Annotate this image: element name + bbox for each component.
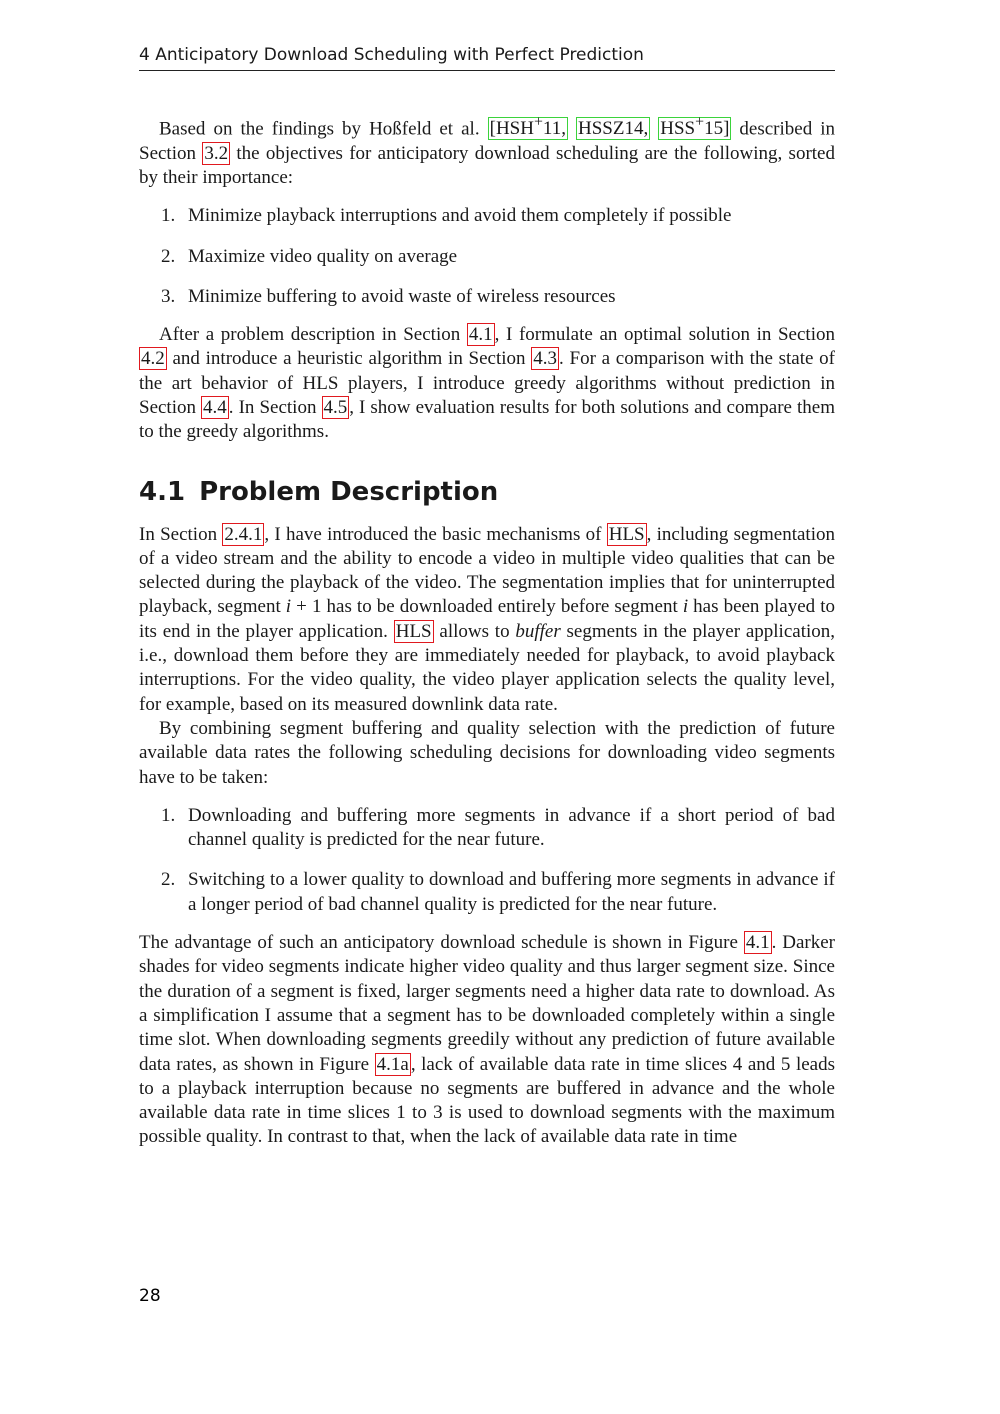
text-run: , including segmentation of a video stream and the ability to encode a video in multiple video qualities that can be selected during the playback of the video. The segmentation implies that for uninterrupted playback, segment <box>139 523 835 618</box>
list-number: 1. <box>161 205 176 227</box>
section-link-4-2[interactable]: 4.2 <box>141 348 165 370</box>
page <box>139 40 835 1150</box>
list-number: 2. <box>161 245 176 267</box>
acronym-link-hls[interactable]: HLS <box>608 523 645 545</box>
list-text: Downloading and buffering more segments in advance if a short period of bad channel quality is predicted for the near future. <box>188 804 835 851</box>
math-text: + 1 <box>291 596 322 618</box>
section-heading <box>139 475 835 509</box>
text-run: segments in the player application, i.e., download them before they are immediately needed for playback, to avoid playback interruptions. For the video quality, the video player application selects the quality level, for example, based on its measured downlink data rate. <box>139 620 836 715</box>
text-run: , I show evaluation results for both solutions and compare them to the greedy algorithms. <box>139 397 835 443</box>
decisions-list <box>139 804 835 917</box>
acronym-link-hls[interactable]: HLS <box>395 620 432 642</box>
intro-paragraph-2 <box>139 323 835 444</box>
figure-link-4-1[interactable]: 4.1 <box>745 932 770 954</box>
section-paragraph-1 <box>139 523 835 717</box>
text-run: In Section <box>139 523 223 545</box>
list-text: Switching to a lower quality to download and buffering more segments in advance if a longer period of bad channel quality is predicted for the near future. <box>188 869 835 915</box>
section-link-4-1[interactable]: 4.1 <box>468 324 493 346</box>
citation-sup: + <box>695 114 705 131</box>
text-run: . For a comparison with the state of the art behavior of HLS players, I introduce greedy algorithms without prediction in Section <box>139 348 836 418</box>
section-link-4-5[interactable]: 4.5 <box>323 397 348 418</box>
text-run: has to be downloaded entirely before segment <box>321 596 683 618</box>
citation-link-hssz14[interactable]: HSSZ14, <box>578 118 649 140</box>
list-item <box>139 204 835 228</box>
citation-link-hss15[interactable] <box>658 114 731 140</box>
text-run: described in Section <box>139 118 836 164</box>
emphasis: buffer <box>515 620 561 642</box>
citation-text: [HSH <box>489 118 534 140</box>
math-variable: i <box>285 596 292 618</box>
citation-link-hsh11[interactable] <box>488 114 568 140</box>
section-paragraph-2: By combining segment buffering and quality selection with the prediction of future available data rates the following scheduling decisions for downloading video segments have to be taken: <box>139 717 835 788</box>
text-run: allows to <box>433 620 516 642</box>
intro-paragraph-1 <box>139 111 835 190</box>
section-link-4-4[interactable]: 4.4 <box>203 397 227 418</box>
objectives-list <box>139 204 835 309</box>
section-body <box>139 523 835 1150</box>
text-run: . In Section <box>228 397 322 418</box>
text-run: the objectives for anticipatory download scheduling are the following, sorted by their importance: <box>139 142 835 188</box>
list-item <box>139 804 835 853</box>
text-run: After a problem description in Section <box>159 324 467 346</box>
math-variable: i <box>682 596 689 618</box>
citation-text: 11, <box>542 118 566 140</box>
list-text: Maximize video quality on average <box>188 245 458 267</box>
citation-sup: + <box>533 114 543 131</box>
list-number: 1. <box>161 804 176 826</box>
figure-link-4-1a[interactable]: 4.1a <box>376 1053 409 1075</box>
section-paragraph-3 <box>139 931 835 1150</box>
list-item <box>139 285 835 309</box>
section-link-4-3[interactable]: 4.3 <box>533 348 558 370</box>
list-number: 2. <box>161 869 176 891</box>
text-run: and introduce a heuristic algorithm in Section <box>166 348 532 370</box>
citation-text: 15] <box>704 118 730 140</box>
section-link-3-2[interactable]: 3.2 <box>204 142 229 164</box>
text-run: , I have introduced the basic mechanisms of <box>264 523 607 545</box>
text-run: The advantage of such an anticipatory download schedule is shown in Figure <box>139 932 744 954</box>
list-text: Minimize playback interruptions and avoid them completely if possible <box>188 205 732 227</box>
text-run: has been played to its end in the player application. <box>139 596 835 642</box>
list-item <box>139 868 835 917</box>
section-number: 4.1 <box>139 476 186 507</box>
running-header: 4 Anticipatory Download Scheduling with Perfect Prediction <box>139 40 835 71</box>
text-run: , I formulate an optimal solution in Section <box>494 324 835 346</box>
page-number: 28 <box>139 1286 161 1306</box>
section-title: Problem Description <box>199 476 499 507</box>
list-number: 3. <box>161 285 176 307</box>
text-run: . Darker shades for video segments indicate higher video quality and thus larger segment size. Since the duration of a segment is fixed, larger segments need a higher data rate to download. As a simplification I assume that a segment has to be downloaded completely within a single time slot. When downloading segments greedily without any prediction of future available data rates, as shown in Figure <box>139 932 835 1075</box>
citation-text: HSS <box>660 118 696 140</box>
list-text: Minimize buffering to avoid waste of wireless resources <box>188 285 616 307</box>
text-run: Based on the findings by Hoßfeld et al. <box>159 118 488 140</box>
section-link-2-4-1[interactable]: 2.4.1 <box>224 523 263 545</box>
list-item <box>139 245 835 269</box>
body-text <box>139 111 835 445</box>
text-run: , lack of available data rate in time slices 4 and 5 leads to a playback interruption because no segments are buffered in advance and the whole available data rate in time slices 1 to 3 is used to download segments with the maximum possible quality. In contrast to that, when the lack of available data rate in time <box>139 1053 836 1148</box>
